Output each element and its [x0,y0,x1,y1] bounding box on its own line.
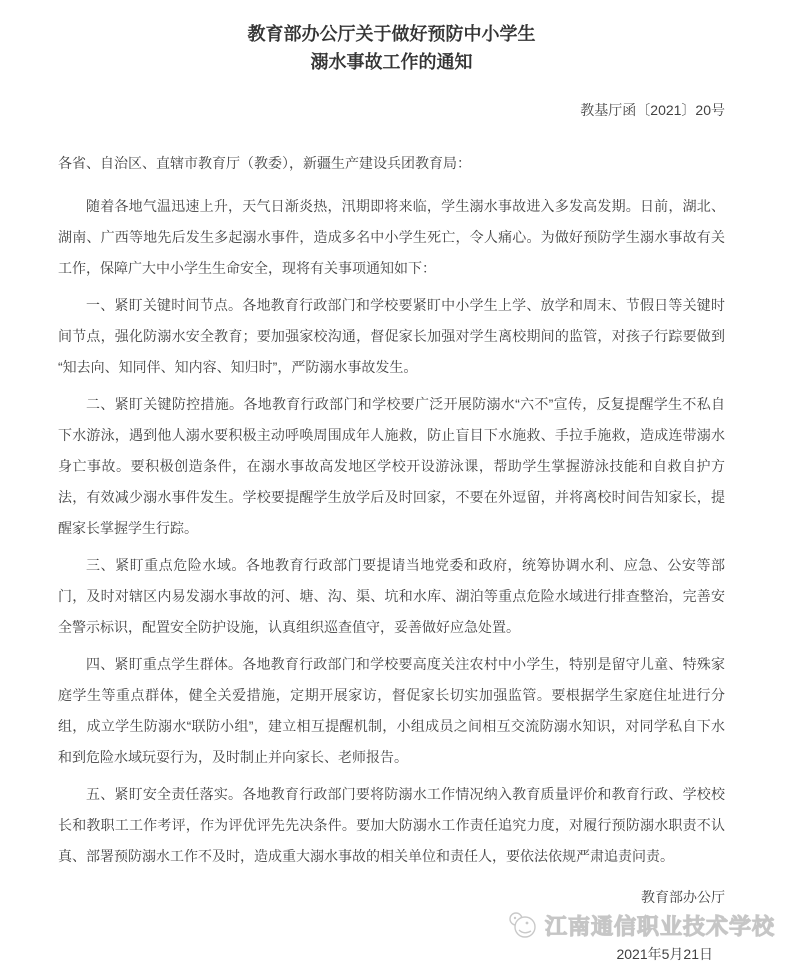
document-title-line1: 教育部办公厅关于做好预防中小学生 [247,24,536,44]
signature-date: 2021年5月21日 [616,946,713,962]
document-title [58,20,725,76]
signature-block [58,886,775,964]
paragraph-intro: 随着各地气温迅速上升，天气日渐炎热，汛期即将来临，学生溺水事故进入多发高发期。日前，湖北、湖南、广西等地先后发生多起溺水事件，造成多名中小学生死亡，令人痛心。为做好预防学生溺水事故有关工作，保障广大中小学生生命安全，现将有关事项通知如下： [58,198,725,276]
document-number: 教基厅函〔2021〕20号 [580,102,725,118]
school-stamp [58,908,775,942]
paragraph-item-4: 四、紧盯重点学生群体。各地教育行政部门和学校要高度关注农村中小学生，特别是留守儿童、特殊家庭学生等重点群体，健全关爱措施，定期开展家访，督促家长切实加强监管。要根据学生家庭住址进行分组，成立学生防溺水“联防小组”，建立相互提醒机制，小组成员之间相互交流防溺水知识，对同学私自下水和到危险水域玩耍行为，及时制止并向家长、老师报告。 [58,656,725,765]
paragraph-item-3: 三、紧盯重点危险水域。各地教育行政部门要提请当地党委和政府，统筹协调水利、应急、公安等部门，及时对辖区内易发溺水事故的河、塘、沟、渠、坑和水库、湖泊等重点危险水域进行排查整治，完善安全警示标识，配置安全防护设施，认真组织巡查值守，妥善做好应急处置。 [58,557,725,635]
paragraph-item-2: 二、紧盯关键防控措施。各地教育行政部门和学校要广泛开展防溺水“六不”宣传，反复提醒学生不私自下水游泳，遇到他人溺水要积极主动呼唤周围成年人施救，防止盲目下水施救、手拉手施救，造成连带溺水身亡事故。要积极创造条件，在溺水事故高发地区学校开设游泳课，帮助学生掌握游泳技能和自救自护方法，有效减少溺水事件发生。学校要提醒学生放学后及时回家，不要在外逗留，并将离校时间告知家长，提醒家长掌握学生行踪。 [58,396,725,536]
school-logo-icon [507,910,539,940]
document-title-line2: 溺水事故工作的通知 [310,52,473,72]
signature-organization: 教育部办公厅 [641,889,725,905]
school-stamp-name: 江南通信职业技术学校 [544,913,775,939]
paragraph-item-1: 一、紧盯关键时间节点。各地教育行政部门和学校要紧盯中小学生上学、放学和周末、节假日等关键时间节点，强化防溺水安全教育；要加强家校沟通，督促家长加强对学生离校期间的监管，对孩子行踪要做到“知去向、知同伴、知内容、知归时”，严防溺水事故发生。 [58,297,725,375]
salutation: 各省、自治区、直辖市教育厅（教委），新疆生产建设兵团教育局： [58,155,471,171]
paragraph-item-5: 五、紧盯安全责任落实。各地教育行政部门要将防溺水工作情况纳入教育质量评价和教育行政、学校校长和教职工工作考评，作为评优评先先决条件。要加大防溺水工作责任追究力度，对履行预防溺水职责不认真、部署预防溺水工作不及时，造成重大溺水事故的相关单位和责任人，要依法依规严肃追责问责。 [58,786,725,864]
